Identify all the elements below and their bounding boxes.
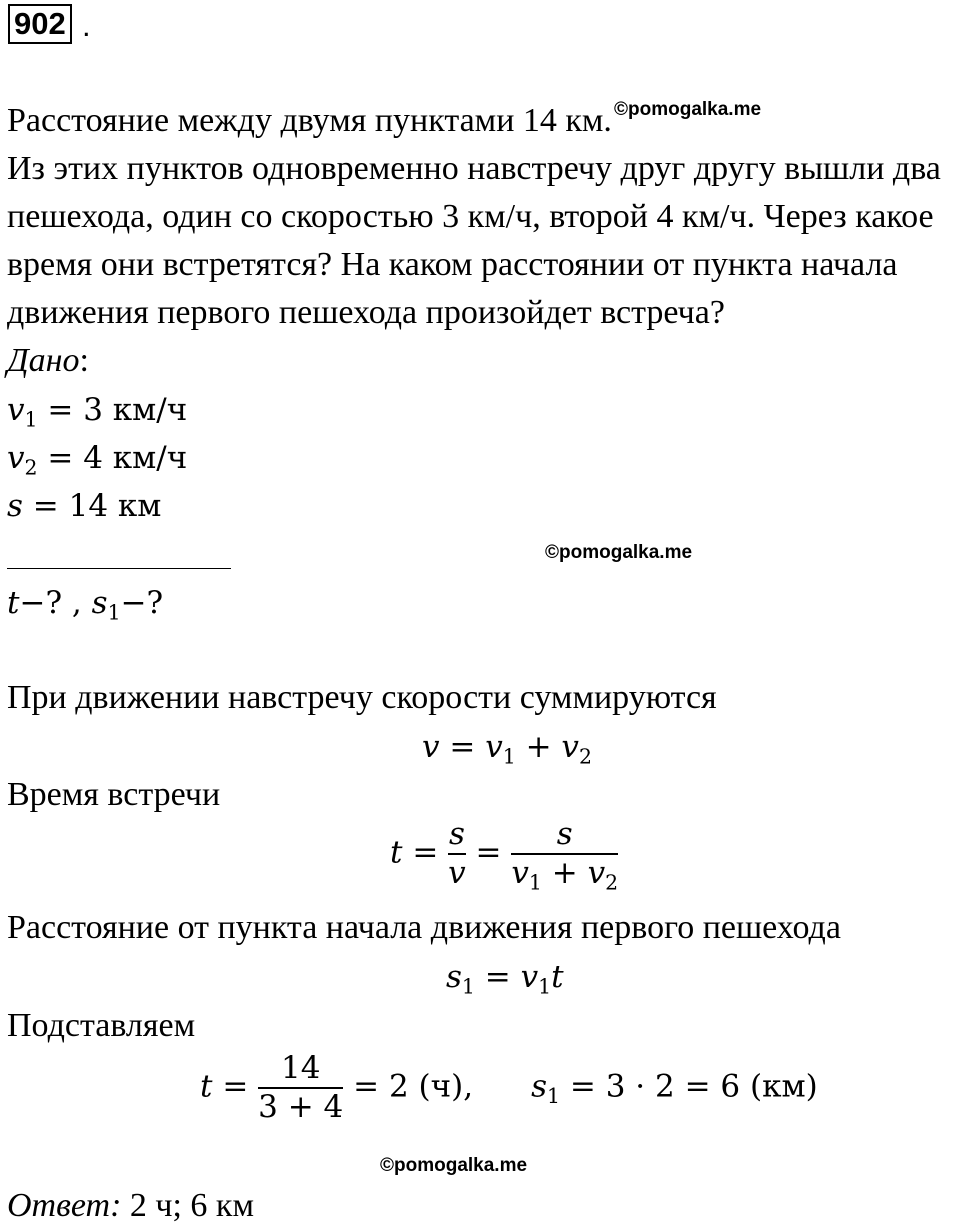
eq4-s: s: [531, 1068, 548, 1105]
given-divider: [7, 568, 231, 569]
eq1-b-sub: 2: [578, 744, 592, 769]
problem-line-1: Расстояние между двумя пунктами 14 км.: [7, 102, 612, 139]
given-label-text: Дано: [7, 342, 80, 379]
eq2-den-b-sub: 2: [605, 870, 619, 895]
eq4-equals: =: [212, 1068, 259, 1105]
find-t-rest: −? ,: [19, 585, 92, 621]
eq3-r-sub: 1: [538, 974, 552, 999]
solution-text-3: Расстояние от пункта начала движения первого пешехода: [7, 909, 841, 946]
answer-value: 2 ч; 6 км: [121, 1187, 254, 1224]
s-value: = 14 км: [22, 488, 162, 524]
eq3-lhs-sub: 1: [461, 974, 475, 999]
problem-number-dot: .: [82, 8, 91, 43]
find-s: s: [91, 585, 108, 621]
eq1-plus: +: [515, 729, 562, 765]
given-label: [7, 344, 89, 378]
eq1-lhs: v: [422, 729, 440, 765]
given-v1: [7, 392, 188, 432]
eq4-lhs: t: [200, 1068, 213, 1105]
eq1-a-sub: 1: [502, 744, 516, 769]
eq2-fraction-2: [511, 816, 619, 895]
solution-text-2: Время встречи: [7, 776, 221, 813]
eq4-num: 14: [281, 1050, 321, 1086]
equation-4: [200, 1050, 818, 1126]
eq3-lhs: s: [446, 959, 462, 995]
eq2-equals-2: =: [465, 834, 512, 871]
solution-text-1: При движении навстречу скорости суммируются: [7, 679, 717, 716]
v1-subscript: 1: [24, 407, 38, 432]
eq2-num-2: s: [556, 816, 573, 852]
eq4-result: = 2 (ч),: [343, 1068, 474, 1105]
eq3-equals: =: [474, 959, 521, 995]
eq4-s-result: = 3 · 2 = 6 (км): [560, 1068, 818, 1105]
eq2-equals-1: =: [402, 834, 449, 871]
find-unknowns: [7, 585, 164, 625]
eq2-den-b: v: [587, 855, 606, 892]
eq1-a: v: [485, 729, 503, 765]
given-s: [7, 488, 162, 524]
eq3-r: v: [520, 959, 539, 995]
find-s-subscript: 1: [107, 600, 121, 625]
eq2-den-2: [511, 853, 619, 895]
answer: [7, 1189, 254, 1223]
find-t: t: [7, 585, 20, 621]
eq4-den: 3 + 4: [258, 1089, 344, 1126]
problem-line-3: пешехода, один со скоростью 3 км/ч, второй 4 км/ч. Через какое: [7, 198, 934, 235]
eq2-den-plus: +: [541, 855, 588, 892]
equation-2: [390, 816, 619, 895]
v2-value: = 4 км/ч: [37, 440, 188, 476]
watermark: ©pomogalka.me: [614, 99, 762, 120]
answer-label: Ответ:: [7, 1187, 122, 1224]
v2-subscript: 2: [24, 455, 38, 480]
eq2-fraction-1: [448, 816, 466, 892]
watermark-2: ©pomogalka.me: [545, 542, 693, 563]
solution-text-4: Подставляем: [7, 1007, 196, 1044]
s-symbol: s: [7, 488, 23, 524]
given-v2: [7, 440, 188, 480]
eq2-den-a-sub: 1: [528, 870, 542, 895]
eq3-t: t: [551, 959, 564, 995]
eq1-equals: =: [439, 729, 486, 765]
eq2-lhs: t: [390, 834, 403, 871]
find-s-rest: −?: [120, 585, 164, 621]
v1-value: = 3 км/ч: [37, 392, 188, 428]
watermark-3: ©pomogalka.me: [380, 1155, 528, 1176]
problem-line-5: движения первого пешехода произойдет встреча?: [7, 294, 725, 331]
problem-line-4: время они встретятся? На каком расстоянии от пункта начала: [7, 246, 898, 283]
problem-number: 902: [8, 4, 72, 44]
given-label-colon: :: [79, 342, 89, 379]
eq2-den-a: v: [511, 855, 529, 892]
eq4-s-sub: 1: [547, 1084, 561, 1109]
eq2-den-1: v: [448, 855, 466, 892]
eq2-num-1: s: [448, 816, 465, 852]
equation-1: [422, 729, 592, 769]
eq4-fraction: [258, 1050, 343, 1126]
problem-line-2: Из этих пунктов одновременно навстречу друг другу вышли два: [7, 150, 941, 187]
v2-symbol: v: [7, 440, 25, 476]
v1-symbol: v: [7, 392, 25, 428]
eq1-b: v: [561, 729, 579, 765]
equation-3: [446, 959, 564, 999]
